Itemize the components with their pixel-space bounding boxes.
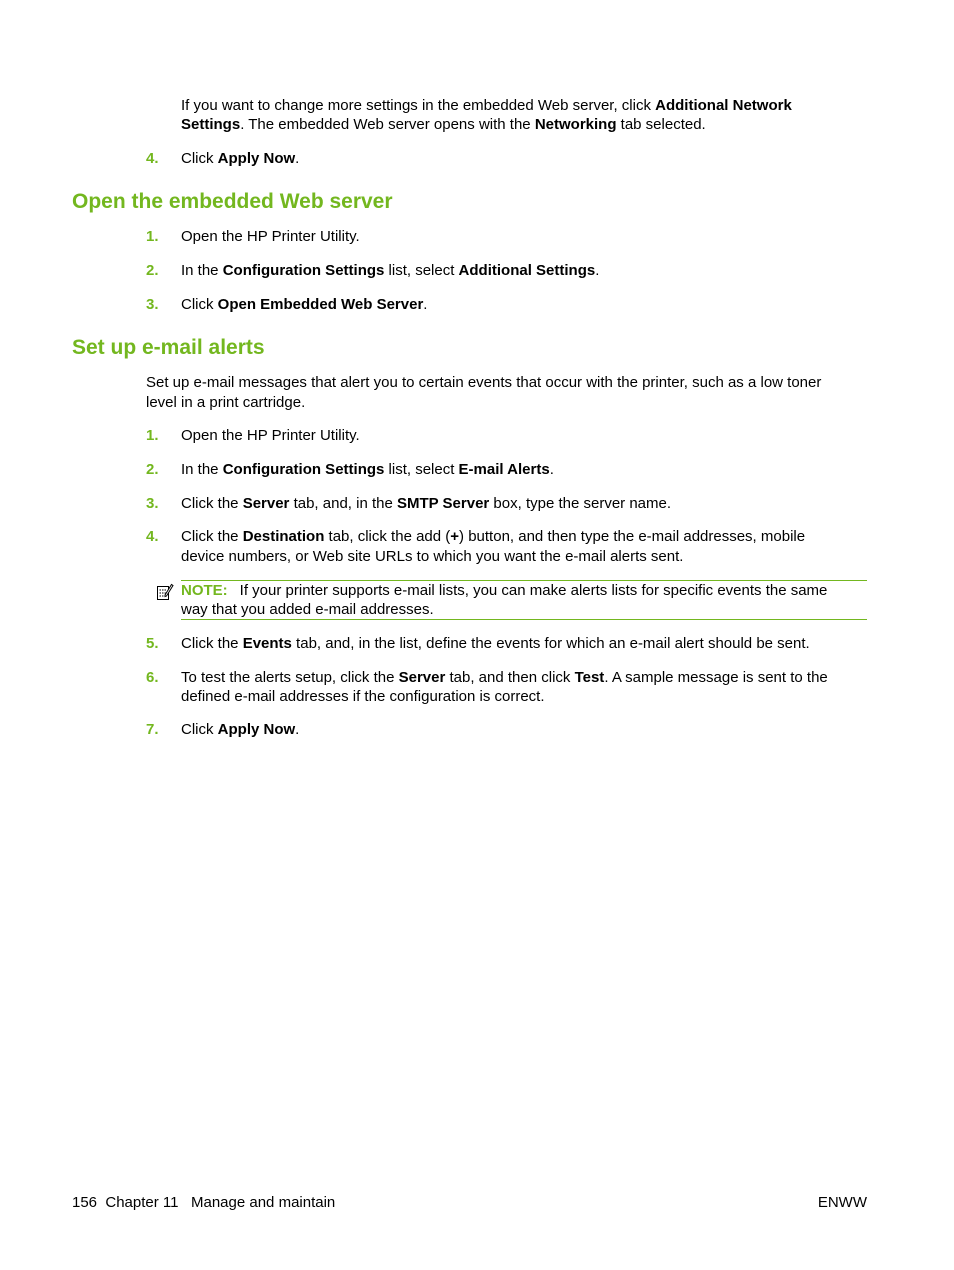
step-text-part: list, select — [384, 262, 459, 279]
step-text-line-2: device numbers, or Web site URLs to which you want the e-mail alerts sent. — [181, 548, 684, 565]
step-number: 2. — [146, 262, 159, 279]
step-text-part: tab, and, in the — [289, 495, 397, 512]
step-text-part: . — [595, 262, 600, 279]
step-text-part: In the — [181, 461, 223, 478]
step-text-part: tab, and, in the list, define the events for which an e-mail alert should be sent. — [291, 635, 810, 652]
step-text-bold: Test — [574, 669, 605, 686]
step-number: 2. — [146, 461, 159, 478]
step-text-part: box, type the server name. — [489, 495, 672, 512]
step-number: 3. — [146, 296, 159, 313]
step-text-part: tab, and then click — [445, 669, 575, 686]
step-text — [181, 261, 599, 281]
intro-paragraph-line-2 — [181, 115, 706, 135]
footer-left — [72, 1193, 335, 1212]
footer-chapter-title: Manage and maintain — [191, 1194, 336, 1211]
step-number: 6. — [146, 669, 159, 686]
step-number: 1. — [146, 228, 159, 245]
step-text — [181, 527, 805, 547]
step-text-bold: Apply Now — [217, 721, 296, 738]
step-text-bold: Additional Settings — [458, 262, 596, 279]
step-text-part: . — [295, 150, 300, 167]
step-number: 4. — [146, 150, 159, 167]
footer-chapter: Chapter 11 — [105, 1194, 179, 1211]
step-text-bold: Configuration Settings — [222, 262, 385, 279]
step-text-line-2: defined e-mail addresses if the configuration is correct. — [181, 688, 545, 705]
step-text-bold: SMTP Server — [396, 495, 490, 512]
intro-bold-text: Additional Network — [655, 97, 792, 114]
step-text — [181, 668, 828, 688]
step-text-part: Click the — [181, 635, 243, 652]
step-text-part: . — [423, 296, 428, 313]
page-number: 156 — [72, 1194, 98, 1211]
section-heading-set-up-email-alerts: Set up e-mail alerts — [72, 336, 265, 359]
step-text-part: . — [295, 721, 300, 738]
step-number: 3. — [146, 495, 159, 512]
intro-text: . The embedded Web server opens with the — [240, 116, 535, 133]
note-text: If your printer supports e-mail lists, you can make alerts lists for specific events the same — [239, 582, 828, 599]
step-text-part: ) button, and then type the e-mail addresses, mobile — [459, 528, 806, 545]
intro-bold-text: Settings — [181, 116, 241, 133]
step-text-part: Click the — [181, 528, 243, 545]
step-text-part: list, select — [384, 461, 459, 478]
step-text — [181, 494, 671, 514]
step-text-bold: Destination — [242, 528, 325, 545]
section-heading-open-embedded-web-server: Open the embedded Web server — [72, 190, 393, 213]
step-number: 4. — [146, 528, 159, 545]
intro-text: tab selected. — [616, 116, 706, 133]
step-number: 7. — [146, 721, 159, 738]
note-line-2: way that you added e-mail addresses. — [181, 601, 434, 618]
step-text-part: . — [549, 461, 554, 478]
step-text-part: tab, click the add ( — [324, 528, 451, 545]
step-text-bold: Server — [242, 495, 290, 512]
step-text — [181, 295, 427, 315]
step-text-part: . A sample message is sent to the — [604, 669, 828, 686]
step-text-part: Click — [181, 150, 218, 167]
step-text — [181, 634, 810, 654]
step-number: 5. — [146, 635, 159, 652]
intro-bold-text: Networking — [534, 116, 617, 133]
step-text-part: Click — [181, 296, 218, 313]
step-number: 1. — [146, 427, 159, 444]
step-text-part: Click the — [181, 495, 243, 512]
note-line-1 — [181, 581, 827, 601]
section-paragraph-line-2: level in a print cartridge. — [146, 394, 306, 411]
step-text-part: To test the alerts setup, click the — [181, 669, 399, 686]
note-icon — [156, 583, 174, 601]
step-text — [181, 460, 554, 480]
note-label: NOTE: — [181, 582, 228, 599]
intro-paragraph-line-1 — [181, 96, 792, 116]
step-text-part: Click — [181, 721, 218, 738]
step-text-bold: Configuration Settings — [222, 461, 385, 478]
step-text — [181, 720, 299, 740]
step-text: Open the HP Printer Utility. — [181, 427, 360, 444]
step-text-bold: + — [450, 528, 460, 545]
step-text-part: In the — [181, 262, 223, 279]
step-text-bold: Events — [242, 635, 292, 652]
section-paragraph-line-1: Set up e-mail messages that alert you to certain events that occur with the printer, such as a low toner — [146, 374, 822, 391]
note-icon-graphic — [156, 583, 174, 601]
step-text-bold: Server — [398, 669, 446, 686]
step-text-bold: Open Embedded Web Server — [217, 296, 424, 313]
step-text: Open the HP Printer Utility. — [181, 228, 360, 245]
step-text — [181, 149, 299, 169]
step-text-bold: E-mail Alerts — [458, 461, 550, 478]
footer-region: ENWW — [817, 1194, 867, 1211]
step-text-bold: Apply Now — [217, 150, 296, 167]
intro-text: If you want to change more settings in the embedded Web server, click — [181, 97, 656, 114]
